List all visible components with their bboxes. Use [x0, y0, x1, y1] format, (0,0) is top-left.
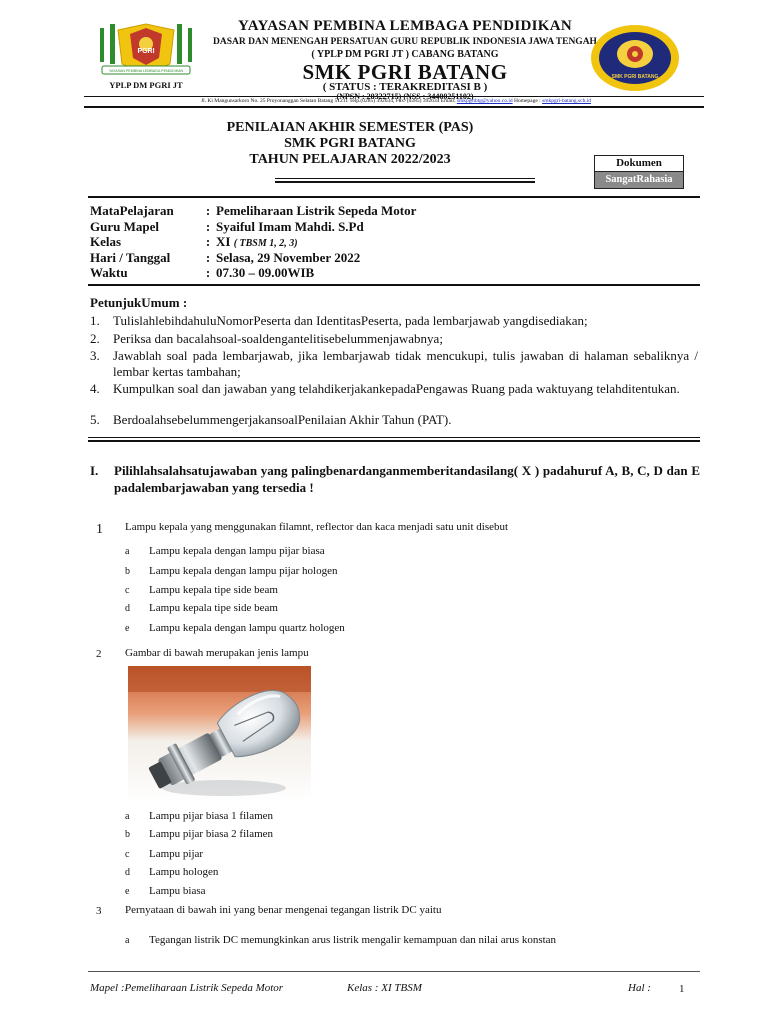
- info-value: 07.30 – 09.00WIB: [216, 265, 315, 280]
- instruction-item: [90, 381, 698, 397]
- document-secrecy: SangatRahasia: [595, 172, 683, 188]
- option-text: Lampu kepala tipe side beam: [149, 584, 278, 596]
- section-instruction: [90, 462, 700, 496]
- option-text: Lampu kepala dengan lampu pijar biasa: [149, 545, 325, 557]
- bulb-photo: [128, 666, 311, 802]
- left-logo-text: PGRI: [137, 48, 155, 55]
- option-text: Lampu biasa: [149, 885, 206, 897]
- instruction-num: 4.: [90, 381, 100, 396]
- instruction-item: [90, 313, 698, 329]
- section-text: Pilihlahsalahsatujawaban yang palingbenardanganmemberitandasilang( X ) padahuruf A, B, C, D dan E padalembarjawaban yang tersedia !: [114, 463, 700, 495]
- exam-title-line-1: PENILAIAN AKHIR SEMESTER (PAS): [226, 120, 474, 135]
- header-rule-thin: [84, 96, 704, 97]
- option-text: Lampu pijar biasa 1 filamen: [149, 810, 274, 822]
- section-rule-thick: [88, 440, 700, 442]
- footer-class: Kelas : XI TBSM: [347, 982, 422, 994]
- option-letter: a: [125, 935, 130, 946]
- right-logo-text: SMK PGRI BATANG: [611, 74, 659, 80]
- instructions-title: PetunjukUmum :: [90, 295, 188, 310]
- left-logo-caption: YPLP DM PGRI JT: [109, 80, 183, 90]
- option-letter: e: [125, 623, 130, 634]
- title-rule-thin: [275, 178, 535, 179]
- question-number: 3: [96, 905, 102, 917]
- info-row-teacher: Guru Mapel : Syaiful Imam Mahdi. S.Pd: [90, 218, 364, 234]
- school-address: [86, 98, 706, 104]
- info-value: Syaiful Imam Mahdi. S.Pd: [216, 218, 364, 234]
- instruction-text: Kumpulkan soal dan jawaban yang telahdikerjakankepadaPengawas Ruang pada waktuyang telahditentukan.: [113, 381, 680, 396]
- option-text: Tegangan listrik DC memungkinkan arus listrik mengalir kemampuan dan nilai arus konstan: [149, 934, 557, 946]
- info-key: Guru Mapel: [90, 218, 159, 234]
- option-letter: b: [125, 566, 130, 577]
- info-key: Waktu: [90, 265, 128, 280]
- footer-subject: Mapel :Pemeliharaan Listrik Sepeda Motor: [90, 982, 284, 994]
- option-letter: a: [125, 546, 130, 557]
- instruction-item: [90, 412, 698, 428]
- instruction-text: Jawablah soal pada lembarjawab, jika lembarjawab tidak mencukupi, tulis jawaban di halaman sebaliknya / lembar kertas tambahan;: [113, 348, 698, 379]
- info-row-date: Hari / Tanggal : Selasa, 29 November 2022: [90, 249, 361, 265]
- info-value: XI: [216, 234, 231, 249]
- section-rule-thin: [88, 437, 700, 438]
- option-text: Lampu pijar biasa 2 filamen: [149, 828, 274, 840]
- foundation-branch: ( YPLP DM PGRI JT ) CABANG BATANG: [311, 49, 499, 60]
- section-num: I.: [90, 463, 99, 478]
- foundation-name: YAYASAN PEMBINA LEMBAGA PENDIDIKAN: [237, 18, 572, 34]
- info-note: ( TBSM 1, 2, 3): [233, 238, 298, 249]
- instructions-rule: [88, 284, 700, 286]
- footer-page-label: Hal :: [628, 982, 651, 994]
- option-text: Lampu kepala tipe side beam: [149, 602, 278, 614]
- question-number: 1: [96, 522, 103, 537]
- foundation-subtitle: DASAR DAN MENENGAH PERSATUAN GURU REPUBLIK INDONESIA JAWA TENGAH: [213, 37, 597, 47]
- instruction-text: TulislahlebihdahuluNomorPeserta dan IdentitasPeserta, pada lembarjawab yangdisediakan;: [113, 313, 588, 328]
- address-text: Jl. Ki Mangunsarkoro No. 25 Proyonanggan Selatan Batang 51211 Telp.(0285) 392634, Fax: (0285) 392634 Email:: [201, 98, 457, 104]
- homepage-label: Homepage :: [512, 98, 543, 104]
- question-text: Pernyataan di bawah ini yang benar mengenai tegangan listrik DC yaitu: [125, 904, 442, 916]
- info-value: Selasa, 29 November 2022: [216, 249, 361, 265]
- smk-pgri-batang-logo: [590, 24, 680, 92]
- info-key: Hari / Tanggal: [90, 249, 171, 265]
- header-rule-thick: [84, 106, 704, 108]
- option-letter: d: [125, 603, 130, 614]
- instruction-num: 5.: [90, 412, 100, 427]
- exam-title-line-3: TAHUN PELAJARAN 2022/2023: [249, 152, 451, 167]
- document-classification-box: [594, 155, 684, 189]
- info-row-time: Waktu : 07.30 – 09.00WIB: [90, 265, 315, 280]
- option-letter: a: [125, 811, 130, 822]
- option-letter: b: [125, 829, 130, 840]
- exam-title-line-2: SMK PGRI BATANG: [284, 136, 416, 151]
- instruction-text: Periksa dan bacalahsoal-soaldengantelitisebelummenjawabnya;: [113, 331, 443, 346]
- option-text: Lampu hologen: [149, 866, 219, 878]
- question-text: Gambar di bawah merupakan jenis lampu: [125, 647, 309, 659]
- document-label: Dokumen: [595, 156, 683, 172]
- instruction-item: [90, 348, 698, 380]
- option-letter: c: [125, 849, 130, 860]
- option-letter: d: [125, 867, 130, 878]
- info-key: MataPelajaran: [90, 203, 174, 218]
- option-letter: e: [125, 886, 130, 897]
- instruction-num: 1.: [90, 313, 100, 328]
- question-text: Lampu kepala yang menggunakan filamnt, reflector dan kaca menjadi satu unit disebut: [125, 521, 509, 533]
- info-rule: [88, 196, 700, 198]
- option-text: Lampu pijar: [149, 848, 204, 860]
- homepage-link[interactable]: smkpgri-batang.sch.id: [542, 98, 591, 104]
- info-key: Kelas: [90, 234, 122, 249]
- option-text: Lampu kepala dengan lampu pijar hologen: [149, 565, 338, 577]
- info-value: Pemeliharaan Listrik Sepeda Motor: [216, 203, 417, 218]
- school-status: ( STATUS : TERAKREDITASI B ): [322, 81, 488, 93]
- instruction-text: BerdoalahsebelummengerjakansoalPenilaian Akhir Tahun (PAT).: [113, 412, 452, 427]
- info-row-subject: MataPelajaran : Pemeliharaan Listrik Sepeda Motor: [90, 203, 417, 218]
- option-letter: c: [125, 585, 130, 596]
- footer-page-number: 1: [679, 983, 685, 995]
- info-row-class: Kelas : XI ( TBSM 1, 2, 3): [90, 234, 298, 249]
- instruction-num: 2.: [90, 331, 100, 346]
- footer-rule: [88, 971, 700, 972]
- instruction-item: [90, 331, 698, 347]
- left-logo-banner: YAYASAN PEMBINA LEMBAGA PENDIDIKAN: [108, 69, 184, 73]
- instruction-num: 3.: [90, 348, 100, 363]
- title-rule-thick: [275, 181, 535, 183]
- question-number: 2: [96, 648, 102, 660]
- email-link[interactable]: smkpgribtg@yahoo.co.id: [456, 98, 513, 104]
- school-name: SMK PGRI BATANG: [302, 60, 508, 84]
- exam-info: [90, 203, 416, 281]
- option-text: Lampu kepala dengan lampu quartz hologen: [149, 622, 345, 634]
